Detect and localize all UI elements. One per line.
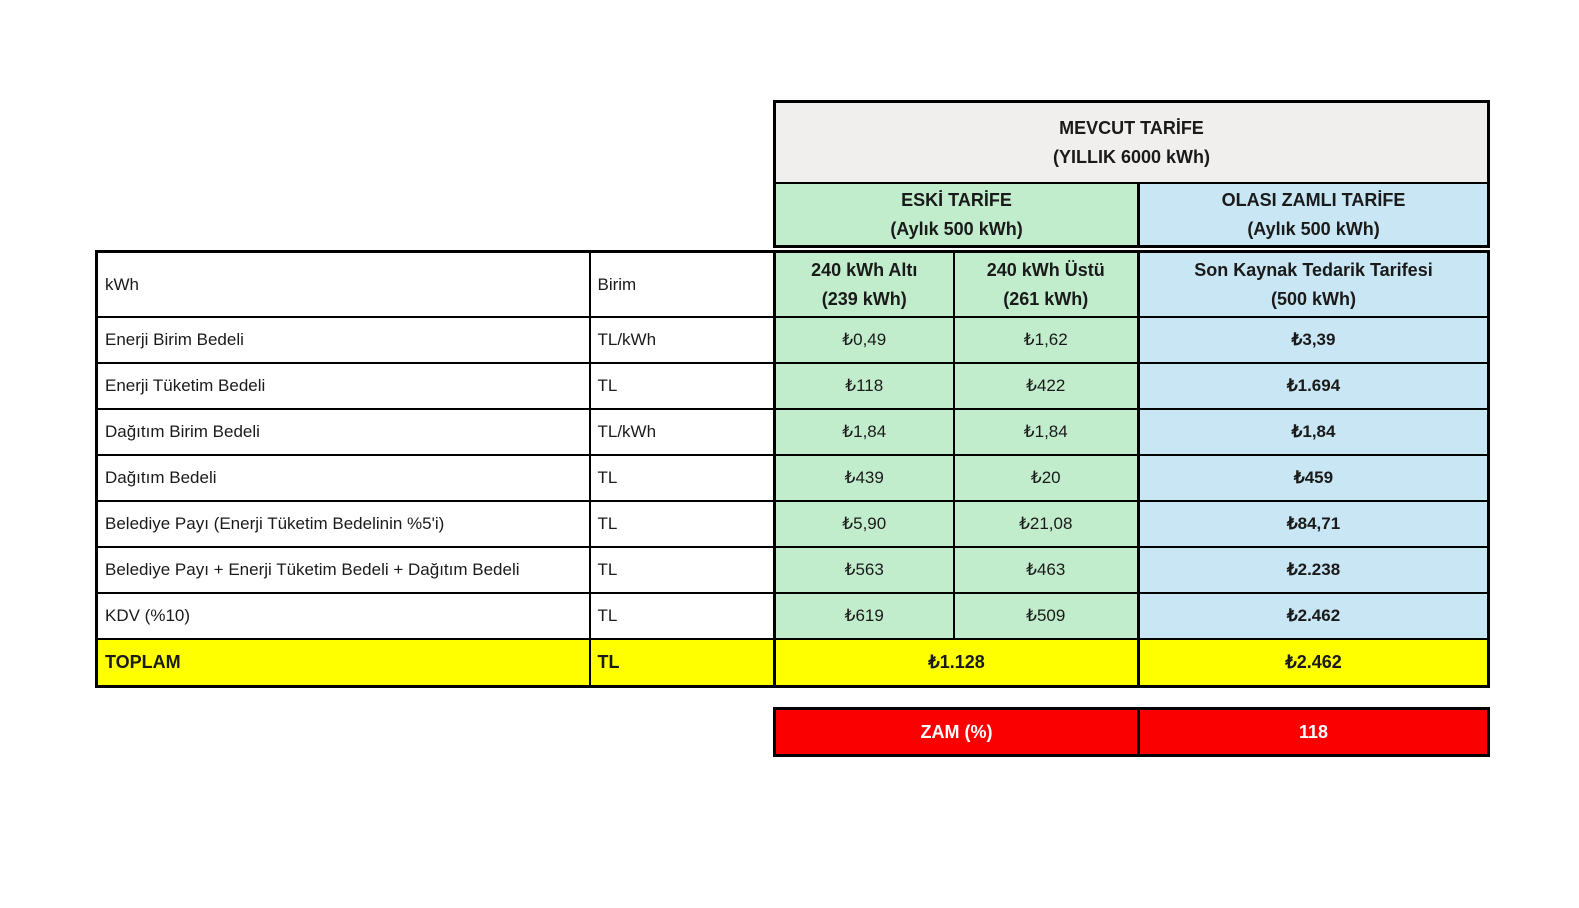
cell-old-over-240: ₺20 <box>954 455 1139 501</box>
col-header-kwh: kWh <box>97 252 590 318</box>
total-label: TOPLAM <box>97 639 590 687</box>
cell-old-under-240: ₺5,90 <box>775 501 954 547</box>
cell-new-tariff: ₺459 <box>1139 455 1489 501</box>
tariff-header-table <box>773 100 1490 248</box>
zam-label: ZAM (%) <box>775 709 1139 756</box>
total-new-tariff: ₺2.462 <box>1139 639 1489 687</box>
col-header-240-ustu: 240 kWh Üstü (261 kWh) <box>954 252 1139 318</box>
zam-value: 118 <box>1139 709 1489 756</box>
table-row-dagitim-birim-bedeli <box>97 409 1489 455</box>
table-row-kdv <box>97 593 1489 639</box>
cell-old-under-240: ₺118 <box>775 363 954 409</box>
tariff-group-row <box>775 183 1489 247</box>
zam-row-table <box>773 707 1490 757</box>
cell-old-over-240: ₺1,62 <box>954 317 1139 363</box>
col-header-birim: Birim <box>590 252 775 318</box>
cell-old-under-240: ₺1,84 <box>775 409 954 455</box>
cell-old-over-240: ₺463 <box>954 547 1139 593</box>
cell-new-tariff: ₺2.238 <box>1139 547 1489 593</box>
total-unit: TL <box>590 639 775 687</box>
row-unit: TL <box>590 547 775 593</box>
header-mevcut-tarife <box>775 102 1489 184</box>
row-label: Enerji Birim Bedeli <box>97 317 590 363</box>
cell-old-over-240: ₺509 <box>954 593 1139 639</box>
row-label: Dağıtım Birim Bedeli <box>97 409 590 455</box>
zam-row <box>775 709 1489 756</box>
row-label: KDV (%10) <box>97 593 590 639</box>
cell-new-tariff: ₺1,84 <box>1139 409 1489 455</box>
col-header-son-kaynak: Son Kaynak Tedarik Tarifesi (500 kWh) <box>1139 252 1489 318</box>
cell-old-under-240: ₺563 <box>775 547 954 593</box>
table-row-dagitim-bedeli <box>97 455 1489 501</box>
row-label: Belediye Payı + Enerji Tüketim Bedeli + Dağıtım Bedeli <box>97 547 590 593</box>
cell-old-under-240: ₺439 <box>775 455 954 501</box>
cell-old-over-240: ₺422 <box>954 363 1139 409</box>
cell-new-tariff: ₺2.462 <box>1139 593 1489 639</box>
cell-new-tariff: ₺3,39 <box>1139 317 1489 363</box>
header-eski-tarife <box>775 183 1139 247</box>
cell-new-tariff: ₺1.694 <box>1139 363 1489 409</box>
total-old-tariff: ₺1.128 <box>775 639 1139 687</box>
header-olasi-zamli-tarife <box>1139 183 1489 247</box>
mevcut-tarife-title: MEVCUT TARİFE <box>1059 117 1204 138</box>
row-unit: TL/kWh <box>590 409 775 455</box>
col-header-240-alti: 240 kWh Altı (239 kWh) <box>775 252 954 318</box>
table-row-enerji-birim-bedeli <box>97 317 1489 363</box>
row-label: Dağıtım Bedeli <box>97 455 590 501</box>
table-row-belediye-enerji-dagitim <box>97 547 1489 593</box>
total-row <box>97 639 1489 687</box>
tariff-main-table <box>95 250 1490 688</box>
cell-old-under-240: ₺0,49 <box>775 317 954 363</box>
zamli-tarife-title: OLASI ZAMLI TARİFE <box>1221 189 1406 210</box>
table-row-belediye-payi <box>97 501 1489 547</box>
row-unit: TL <box>590 455 775 501</box>
cell-old-over-240: ₺1,84 <box>954 409 1139 455</box>
cell-new-tariff: ₺84,71 <box>1139 501 1489 547</box>
eski-tarife-subtitle: (Aylık 500 kWh) <box>890 218 1023 239</box>
row-unit: TL/kWh <box>590 317 775 363</box>
zamli-tarife-subtitle: (Aylık 500 kWh) <box>1247 218 1380 239</box>
mevcut-tarife-row <box>775 102 1489 184</box>
row-unit: TL <box>590 501 775 547</box>
table-row-enerji-tuketim-bedeli <box>97 363 1489 409</box>
eski-tarife-title: ESKİ TARİFE <box>901 189 1012 210</box>
mevcut-tarife-subtitle: (YILLIK 6000 kWh) <box>1052 146 1211 167</box>
row-label: Belediye Payı (Enerji Tüketim Bedelinin %5'i) <box>97 501 590 547</box>
cell-old-under-240: ₺619 <box>775 593 954 639</box>
cell-old-over-240: ₺21,08 <box>954 501 1139 547</box>
row-label: Enerji Tüketim Bedeli <box>97 363 590 409</box>
row-unit: TL <box>590 593 775 639</box>
row-unit: TL <box>590 363 775 409</box>
column-header-row <box>97 252 1489 318</box>
